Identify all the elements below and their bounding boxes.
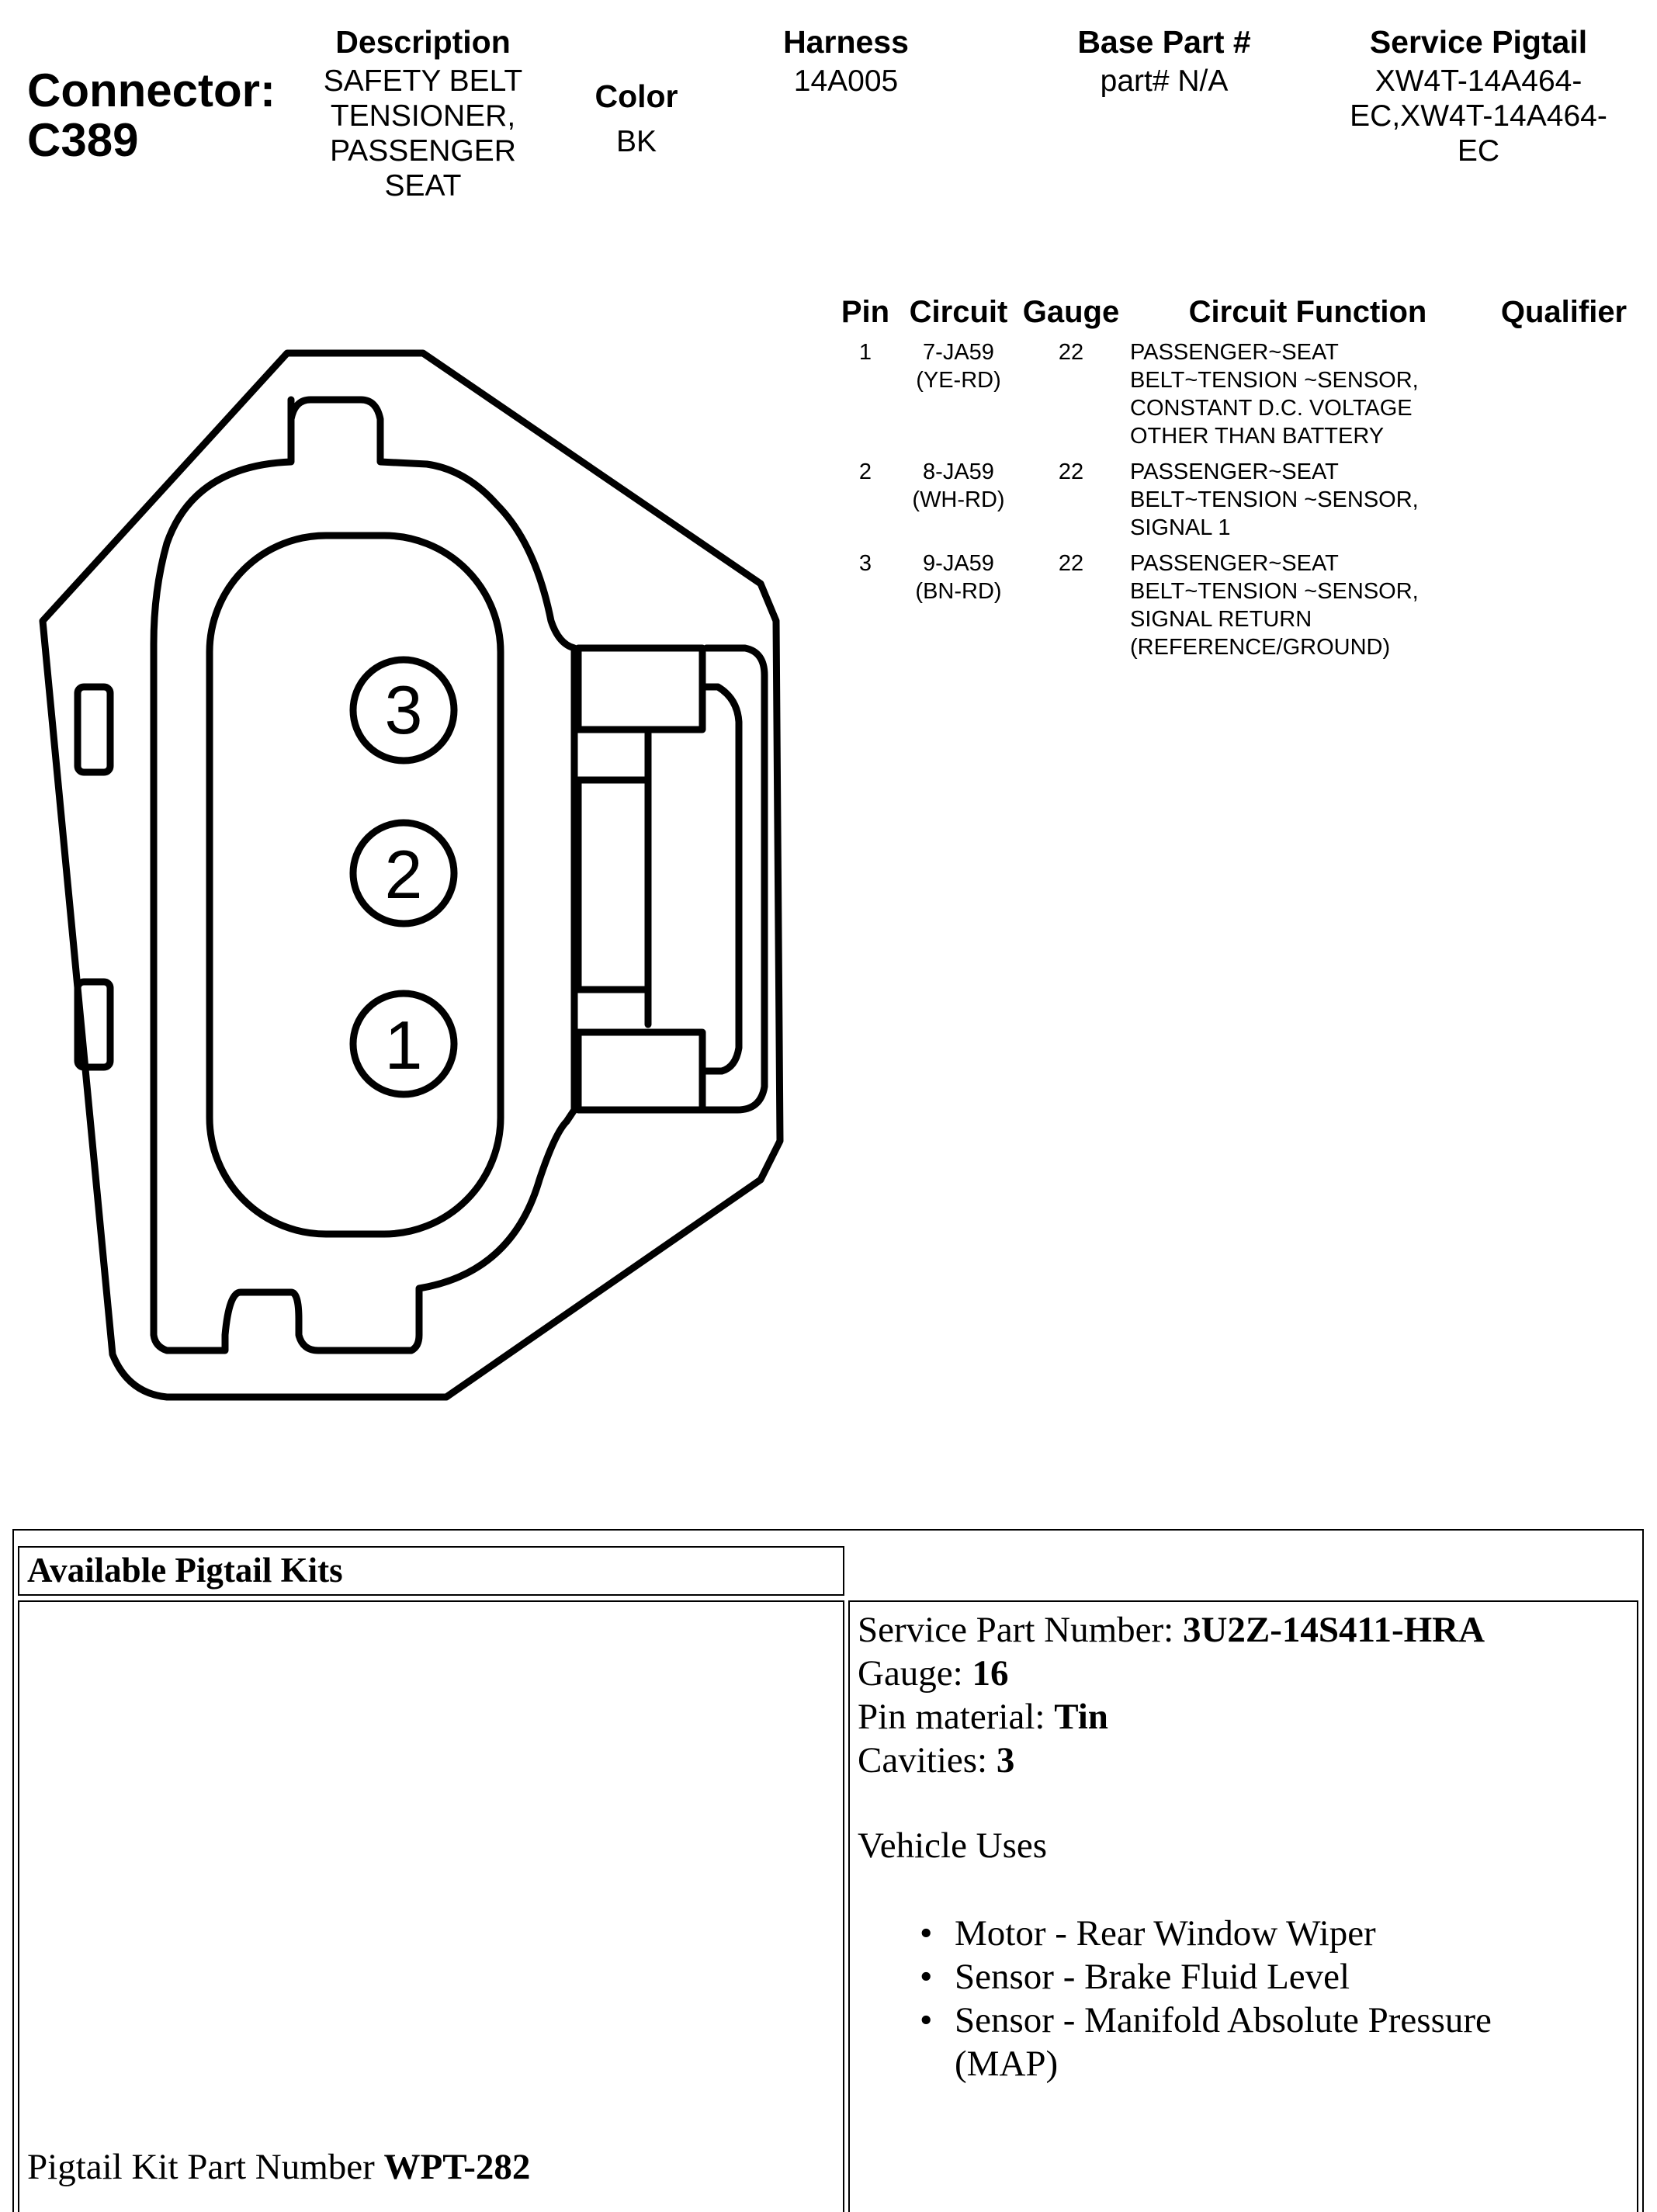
pin-number: 1	[858, 340, 872, 365]
vehicle-uses-label: Vehicle Uses	[858, 1825, 1048, 1866]
circuit-id: 8-JA59	[923, 459, 994, 484]
function-line: BELT~TENSION ~SENSOR,	[1130, 368, 1419, 393]
service-pigtail-column	[1312, 23, 1645, 168]
description-column	[291, 23, 555, 203]
gauge-cell: 22	[1058, 459, 1084, 484]
service-pigtail-line: EC	[1457, 134, 1500, 168]
latch-arm	[702, 648, 764, 1110]
description-line: SAFETY BELT	[323, 64, 523, 98]
connector-face-diagram	[23, 342, 799, 1413]
harness-label: Harness	[783, 24, 909, 60]
latch-lower-block	[578, 1032, 702, 1110]
latch-inner-arm	[702, 687, 739, 1071]
pin-number: 3	[858, 551, 872, 576]
function-line: SIGNAL 1	[1130, 515, 1231, 540]
bullet-icon: •	[920, 2000, 933, 2040]
service-pigtail-value	[1312, 64, 1645, 168]
description-line: TENSIONER,	[330, 99, 516, 133]
pigtail-kit-left-cell	[18, 1600, 844, 2212]
latch-middle-block	[578, 780, 648, 990]
kit-part-label: Pigtail Kit Part Number	[27, 2147, 384, 2187]
service-pigtail-line: XW4T-14A464-	[1374, 64, 1582, 98]
function-line: BELT~TENSION ~SENSOR,	[1130, 487, 1419, 512]
harness-column	[745, 23, 947, 99]
cavities	[858, 1739, 1637, 1782]
function-line: BELT~TENSION ~SENSOR,	[1130, 579, 1419, 604]
inner-shell	[154, 400, 574, 1350]
kit-part-value: WPT-282	[383, 2147, 531, 2187]
service-part-value: 3U2Z-14S411-HRA	[1182, 1610, 1485, 1650]
cavities-label: Cavities:	[858, 1740, 997, 1780]
vehicle-use-text: Sensor - Brake Fluid Level	[955, 1957, 1350, 1997]
vehicle-uses-list	[858, 1912, 1637, 2085]
list-item	[858, 1955, 1637, 1999]
color-value: BK	[615, 125, 657, 158]
function-line: PASSENGER~SEAT	[1130, 459, 1339, 484]
circuit-id: 9-JA59	[923, 551, 994, 576]
service-part-number	[858, 1608, 1637, 1652]
gauge-cell: 22	[1058, 551, 1084, 576]
pin-1-label: 1	[384, 1007, 423, 1083]
function-cell	[1130, 338, 1487, 450]
vehicle-use-text: (MAP)	[955, 2044, 1059, 2084]
kit-gauge-value: 16	[972, 1653, 1009, 1694]
circuit-id: 7-JA59	[923, 340, 994, 365]
circuit-cell	[893, 550, 1024, 605]
service-part-label: Service Part Number:	[858, 1610, 1183, 1650]
list-item	[858, 1912, 1637, 1955]
function-line: CONSTANT D.C. VOLTAGE	[1130, 396, 1413, 421]
gauge-cell: 22	[1058, 340, 1084, 365]
side-rib-upper	[78, 687, 110, 772]
circuit-color: (BN-RD)	[915, 579, 1002, 604]
color-column	[574, 78, 699, 159]
function-line: PASSENGER~SEAT	[1130, 551, 1339, 576]
kit-gauge-label: Gauge:	[858, 1653, 972, 1694]
circuit-header: Circuit	[909, 295, 1008, 329]
pin-material-value: Tin	[1054, 1697, 1108, 1737]
gauge-header: Gauge	[1022, 295, 1120, 329]
pigtail-kits-title: Available Pigtail Kits	[18, 1546, 844, 1596]
base-part-column	[1024, 23, 1304, 99]
pin-header: Pin	[841, 295, 890, 329]
function-line: (REFERENCE/GROUND)	[1130, 635, 1391, 660]
vehicle-use-text: Sensor - Manifold Absolute Pressure	[955, 2000, 1492, 2040]
circuit-cell	[893, 458, 1024, 514]
description-line: SEAT	[384, 169, 462, 203]
function-cell	[1130, 550, 1487, 661]
circuit-color: (WH-RD)	[912, 487, 1005, 512]
harness-value: 14A005	[793, 64, 899, 98]
function-cell	[1130, 458, 1487, 542]
pin-material-label: Pin material:	[858, 1697, 1055, 1737]
pin-number: 2	[858, 459, 872, 484]
bullet-icon: •	[920, 1957, 933, 1997]
cavities-value: 3	[996, 1740, 1015, 1780]
kit-gauge	[858, 1652, 1637, 1695]
description-line: PASSENGER	[330, 134, 516, 168]
connector-label: Connector:	[27, 64, 276, 116]
list-item	[858, 1999, 1637, 2085]
base-part-value: part# N/A	[1100, 64, 1229, 98]
function-line: PASSENGER~SEAT	[1130, 340, 1339, 365]
pigtail-kit-part-number	[27, 2145, 530, 2189]
circuit-cell	[893, 338, 1024, 394]
connector-title	[27, 66, 276, 165]
pin-3-label: 3	[384, 671, 423, 748]
qualifier-header: Qualifier	[1500, 295, 1628, 329]
base-part-label: Base Part #	[1077, 24, 1251, 60]
bullet-icon: •	[920, 1913, 933, 1954]
description-label: Description	[335, 24, 511, 60]
service-pigtail-label: Service Pigtail	[1369, 24, 1588, 60]
function-line: OTHER THAN BATTERY	[1130, 424, 1385, 449]
function-line: SIGNAL RETURN	[1130, 607, 1312, 632]
description-value	[291, 64, 555, 203]
pin-2-label: 2	[384, 836, 423, 913]
vehicle-use-text: Motor - Rear Window Wiper	[955, 1913, 1376, 1954]
color-label: Color	[595, 78, 678, 114]
service-pigtail-line: EC,XW4T-14A464-	[1350, 99, 1607, 133]
function-header: Circuit Function	[1188, 295, 1427, 329]
pigtail-kit-details	[848, 1600, 1638, 2212]
connector-id: C389	[27, 114, 139, 166]
circuit-color: (YE-RD)	[916, 368, 1001, 393]
latch-upper-block	[578, 648, 702, 730]
pin-material	[858, 1695, 1637, 1739]
